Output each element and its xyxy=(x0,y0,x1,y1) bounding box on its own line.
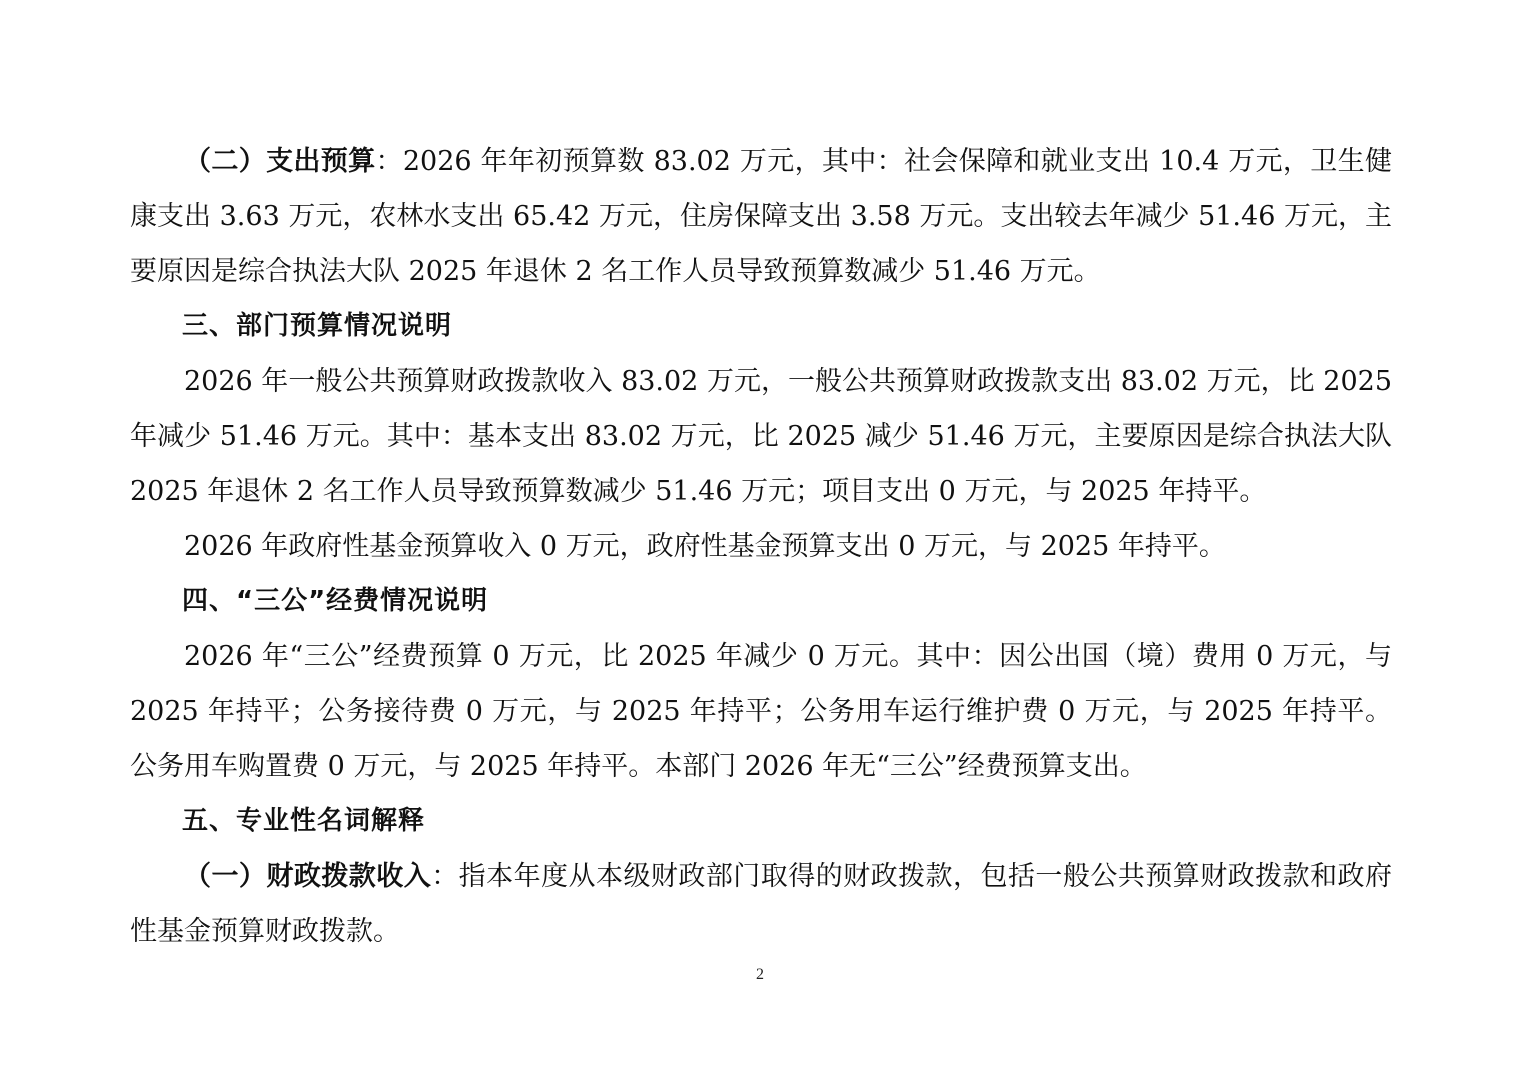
section-3-paragraph-1: 2026 年一般公共预算财政拨款收入 83.02 万元，一般公共预算财政拨款支出 83.02 万元，比 2025 年减少 51.46 万元。其中：基本支出 83.02 万元，比 2025 减少 51.46 万元，主要原因是综合执法大队 2025 年退休 2 名工作人员导致预算数减少 51.46 万元；项目支出 0 万元，与 2025 年持平。 xyxy=(130,366,1392,507)
expense-budget-text: ：2026 年年初预算数 83.02 万元，其中：社会保障和就业支出 10.4 万元，卫生健康支出 3.63 万元，农林水支出 65.42 万元，住房保障支出 3.58 万元。支出较去年减少 51.46 万元，主要原因是综合执法大队 2025 年退休 2 名工作人员导致预算数减少 51.46 万元。 xyxy=(130,146,1393,287)
section-4-heading: 四、“三公”经费情况说明 xyxy=(182,586,489,616)
section-5-heading: 五、专业性名词解释 xyxy=(182,806,426,836)
section-3-paragraph-2: 2026 年政府性基金预算收入 0 万元，政府性基金预算支出 0 万元，与 2025 年持平。 xyxy=(184,531,1226,562)
section-3-heading: 三、部门预算情况说明 xyxy=(182,311,453,341)
section-5-item-1-lead: （一）财政拨款收入 xyxy=(184,861,432,892)
section-4-paragraph-1: 2026 年“三公”经费预算 0 万元，比 2025 年减少 0 万元。其中：因公出国（境）费用 0 万元，与 2025 年持平；公务接待费 0 万元，与 2025 年持平；公务用车运行维护费 0 万元，与 2025 年持平。公务用车购置费 0 万元，与 2025 年持平。本部门 2026 年无“三公”经费预算支出。 xyxy=(130,641,1392,782)
section-5-item-1-text: ：指本年度从本级财政部门取得的财政拨款，包括一般公共预算财政拨款和政府性基金预算财政拨款。 xyxy=(130,861,1392,947)
page-number: 2 xyxy=(756,966,764,983)
expense-budget-lead: （二）支出预算 xyxy=(184,146,376,177)
section-5-item-1 xyxy=(130,849,1392,959)
expense-budget-paragraph xyxy=(130,134,1392,299)
document-body xyxy=(130,134,1392,959)
